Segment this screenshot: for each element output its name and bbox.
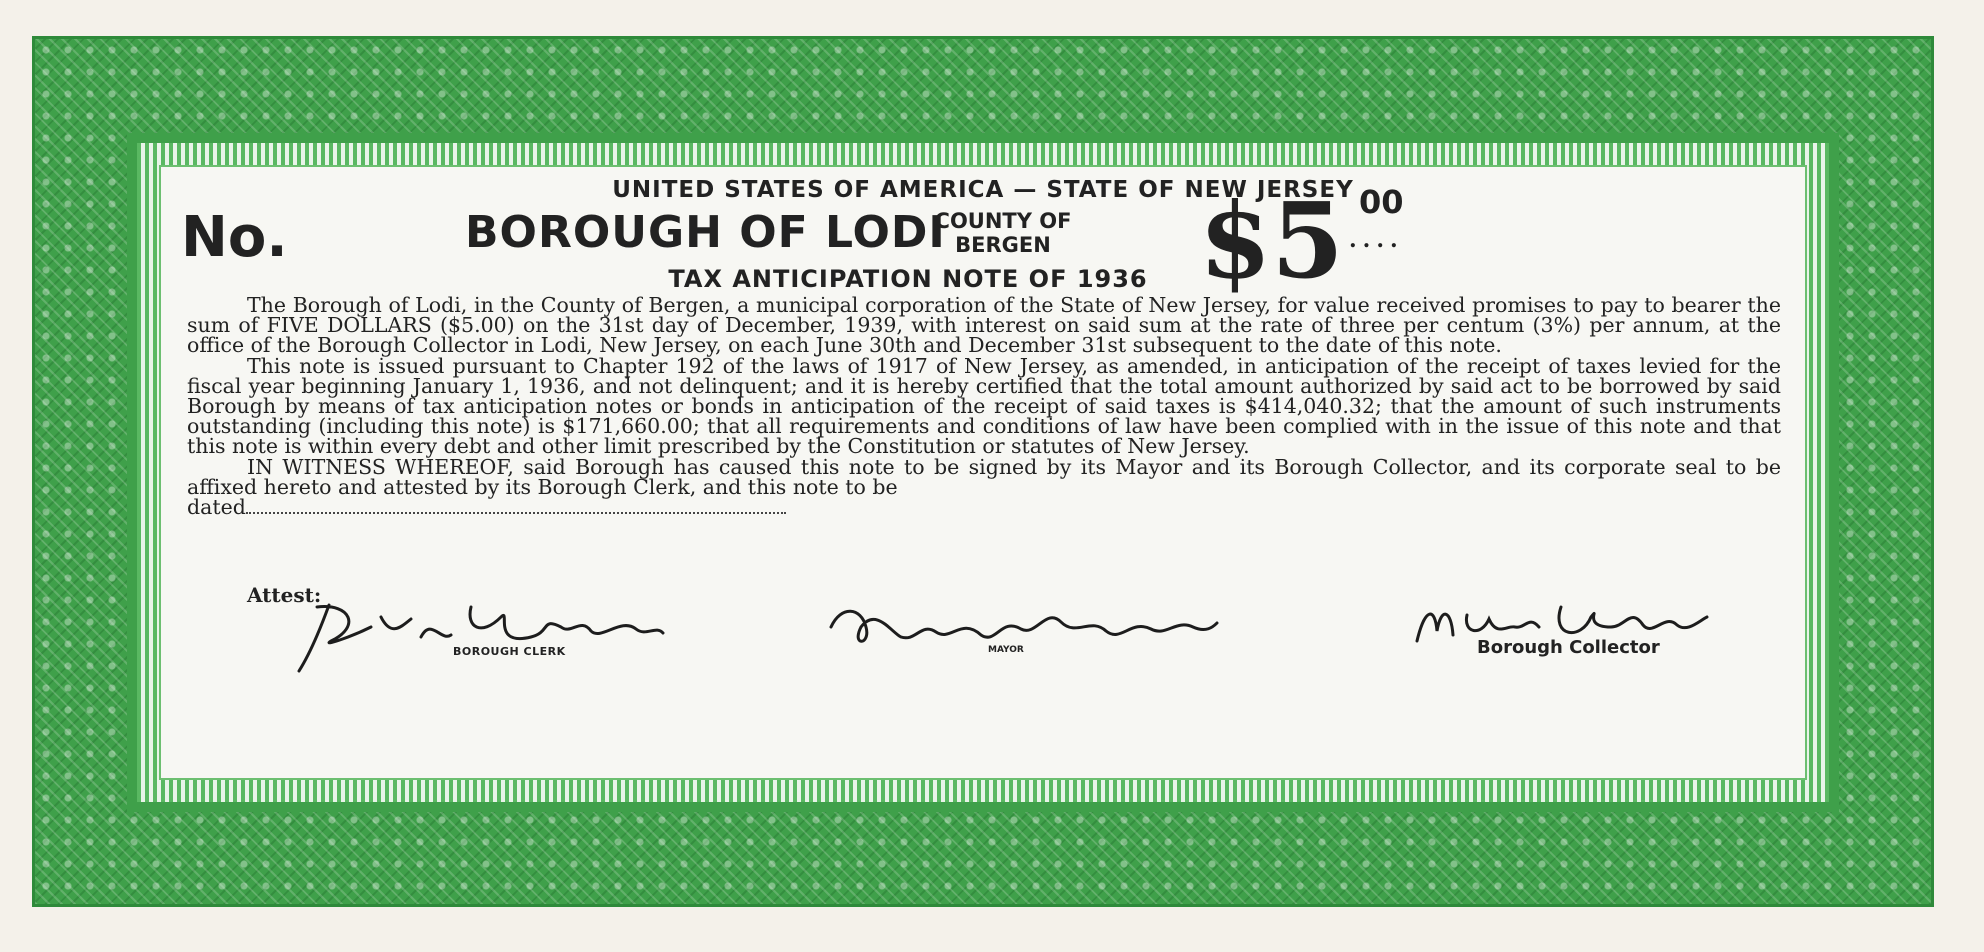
number-label: No. [181, 205, 288, 270]
clerk-signature [291, 597, 671, 677]
denomination-dots: .... [1349, 227, 1404, 253]
note-inner-frame [127, 133, 1839, 812]
paragraph-authority: This note is issued pursuant to Chapter 192 of the laws of 1917 of New Jersey, as amended, in anticipation of the receipt of taxes levied for the fiscal year beginning January 1, 1936, and not delinquent; and it is hereby certified that the total amount authorized by said act to be borrowed by said Borough by means of tax anticipation notes or bonds in anticipation of the receipt of said taxes is $414,040.32; that the amount of such instruments outstanding (including this note) is $171,660.00; that all requirements and conditions of law have been complied with in the issue of this note and that this note is within every debt and other limit prescribed by the Constitution or statutes of New Jersey. [187, 353, 1781, 459]
paragraph-witness: IN WITNESS WHEREOF, said Borough has caused this note to be signed by its Mayor and its Borough Collector, and its corporate seal to be affixed hereto and attested by its Borough Clerk, and this note to be [187, 454, 1781, 499]
borough-title: BOROUGH OF LODI [465, 207, 946, 258]
collector-title: Borough Collector [1477, 637, 1660, 658]
dated-blank [246, 512, 786, 514]
mayor-title: MAYOR [988, 645, 1024, 655]
clerk-title: BOROUGH CLERK [453, 645, 566, 658]
mayor-signature [821, 597, 1221, 667]
note-subtitle: TAX ANTICIPATION NOTE OF 1936 [668, 265, 1148, 293]
denomination-cents: 00 [1359, 183, 1404, 221]
county-label: COUNTY OF BERGEN [934, 209, 1072, 257]
paragraph-promise: The Borough of Lodi, in the County of Bergen, a municipal corporation of the State of New Jersey, for value received promises to pay to bearer the sum of FIVE DOLLARS ($5.00) on the 31st day of December, 1939, with interest on said sum at the rate of three per centum (3%) per annum, at the office of the Borough Collector in Lodi, New Jersey, on each June 30th and December 31st subsequent to the date of this note. [187, 293, 1781, 358]
attest-label: Attest: [247, 583, 322, 607]
note-body [187, 293, 1781, 520]
denomination-amount: $5 [1199, 179, 1344, 302]
note-border [32, 36, 1934, 907]
dated-label: dated [187, 495, 246, 520]
country-heading: UNITED STATES OF AMERICA — STATE OF NEW JERSEY [612, 177, 1354, 203]
note-face [159, 165, 1807, 780]
dated-line [187, 495, 1781, 520]
